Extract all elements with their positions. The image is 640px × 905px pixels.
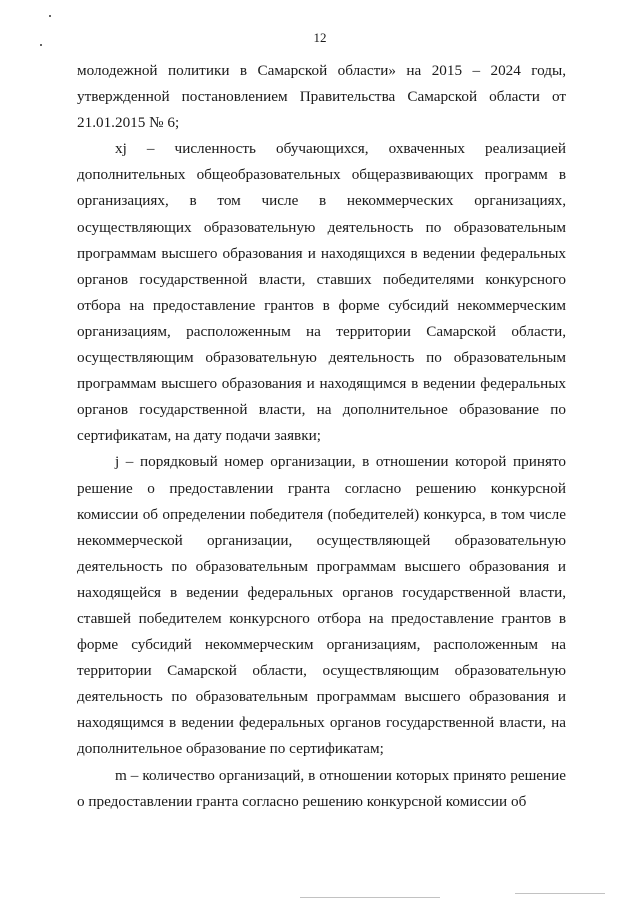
paragraph: j – порядковый номер организации, в отношении которой принято решение о предоставлении гранта согласно решению конкурсной комиссии об определении победителя (победителей) конкурса, в том числе некоммерческой организации, осуществляющей образовательную деятельность по образовательным программам высшего образования и находящейся в ведении федеральных органов государственной власти, ставшей победителем конкурсного отбора на предоставление грантов в форме субсидий некоммерческим организациям, расположенным на территории Самарской области, осуществляющим образовательную деятельность по образовательным программам высшего образования и находящимся в ведении федеральных органов государственной власти, на дополнительное образование по сертификатам;	[77, 453, 566, 758]
page-number: 12	[313, 30, 327, 45]
scan-speck	[49, 15, 51, 17]
document-body	[77, 58, 566, 815]
scan-edge-mark	[300, 897, 440, 898]
paragraph: молодежной политики в Самарской области» на 2015 – 2024 годы, утвержденной постановлением Правительства Самарской области от 21.01.2015 № 6;	[77, 62, 566, 132]
paragraph: xj – численность обучающихся, охваченных реализацией дополнительных общеобразовательных общеразвивающих программ в организациях, в том числе в некоммерческих организациях, осуществляющих образовательную деятельность по образовательным программам высшего образования и находящихся в ведении федеральных органов государственной власти, ставших победителями конкурсного отбора на предоставление грантов в форме субсидий некоммерческим организациям, расположенным на территории Самарской области, осуществляющим образовательную деятельность по образовательным программам высшего образования и находящимся в ведении федеральных органов государственной власти, на дополнительное образование по сертификатам, на дату подачи заявки;	[77, 140, 566, 445]
scan-edge-mark	[515, 893, 605, 894]
paragraph: m – количество организаций, в отношении которых принято решение о предоставлении гранта согласно решению конкурсной комиссии об	[77, 766, 566, 810]
